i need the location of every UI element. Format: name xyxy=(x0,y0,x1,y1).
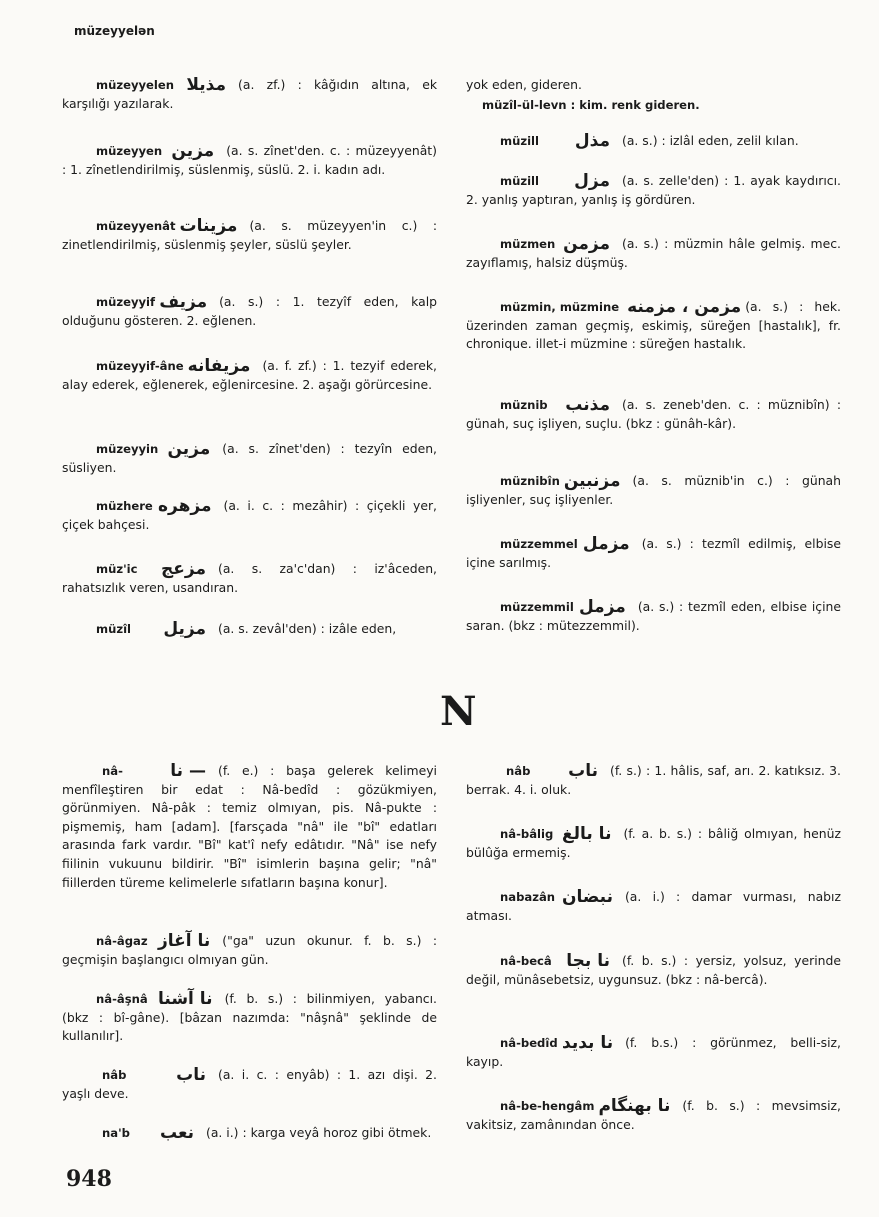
arabic-script: نا بالغ xyxy=(562,824,612,844)
headword: nâ-bedîd xyxy=(500,1036,558,1050)
arabic-script: ناب xyxy=(176,1065,206,1085)
entry xyxy=(466,598,841,635)
entry xyxy=(466,825,841,862)
arabic-script: مزین xyxy=(167,439,211,459)
subentry: müzîl-ül-levn : kim. renk gideren. xyxy=(482,98,700,112)
entry xyxy=(62,440,437,477)
running-head: müzeyyelən xyxy=(74,24,155,38)
definition: (a. zf.) : kâğıdın altına, ek karşılığı yazılarak. xyxy=(62,77,437,111)
headword: müzeyyin xyxy=(96,442,159,456)
arabic-script: مزل xyxy=(574,171,610,191)
arabic-script: نا بدید xyxy=(562,1033,614,1053)
headword: nâ- xyxy=(102,764,123,778)
headword: nâb xyxy=(506,764,531,778)
arabic-script: مزمل xyxy=(579,597,626,617)
arabic-script: مزین xyxy=(171,141,215,161)
definition: ("ga" uzun okunur. f. b. s.) : geçmişin başlangıcı olmıyan gün. xyxy=(62,933,437,967)
entry xyxy=(466,172,841,209)
page-number: 948 xyxy=(66,1166,112,1192)
arabic-script: مزعج xyxy=(161,559,206,579)
definition: (a. i. c. : mezâhir) : çiçekli yer, çiçek bahçesi. xyxy=(62,498,437,532)
entry xyxy=(62,620,437,639)
headword: müzmen xyxy=(500,237,556,251)
entry xyxy=(466,132,841,151)
headword: nabazân xyxy=(500,890,556,904)
entry xyxy=(62,497,437,534)
arabic-script: مزینات xyxy=(179,216,238,236)
headword: müzeyyif xyxy=(96,295,156,309)
headword: müzill xyxy=(500,174,540,188)
arabic-script: مزیف xyxy=(159,292,208,312)
headword: müz'ic xyxy=(96,562,138,576)
definition: (a. i.) : damar vurması, nabız atması. xyxy=(466,889,841,923)
definition: (a. i.) : karga veyâ horoz gibi ötmek. xyxy=(206,1125,432,1140)
entry xyxy=(62,1124,437,1143)
entry xyxy=(62,1066,437,1103)
headword: müznibîn xyxy=(500,474,560,488)
headword: nâ-âgaz xyxy=(96,934,148,948)
headword: nâ-âşnâ xyxy=(96,992,148,1006)
headword: müzill xyxy=(500,134,540,148)
entry xyxy=(466,535,841,572)
entry xyxy=(466,472,841,509)
entry xyxy=(62,762,437,892)
definition: (a. i. c. : enyâb) : 1. azı dişi. 2. yaşlı deve. xyxy=(62,1067,437,1101)
arabic-script: مزهره xyxy=(158,496,212,516)
continuation-text: yok eden, gideren. xyxy=(466,77,582,92)
arabic-script: نا بهنگام xyxy=(598,1096,671,1116)
entry xyxy=(466,396,841,433)
entry xyxy=(466,235,841,272)
headword: müznib xyxy=(500,398,548,412)
definition: (a. s. zelle'den) : 1. ayak kaydırıcı. 2. yanlış yaptıran, yanlış iş gördüren. xyxy=(466,173,841,207)
arabic-script: مزیل xyxy=(163,619,206,639)
headword: na'b xyxy=(102,1126,130,1140)
arabic-script: مذل xyxy=(574,131,610,151)
entry xyxy=(62,990,437,1046)
definition: (a. s. zînet'den. c. : müzeyyenât) : 1. zînetlendirilmiş, süslenmiş, süslü. 2. i. kadın adı. xyxy=(62,143,437,177)
entry xyxy=(62,142,437,179)
entry xyxy=(62,293,437,330)
definition: (a. s.) : hek. üzerinden zaman geçmiş, eskimiş, süreğen [hastalık], fr. chronique. illet-i müzmine : süreğen hastalık. xyxy=(466,299,841,352)
arabic-script: مزمن xyxy=(563,234,610,254)
definition: (f. s.) : 1. hâlis, saf, arı. 2. katıksız. 3. berrak. 4. i. oluk. xyxy=(466,763,841,797)
arabic-script: نعب xyxy=(160,1123,194,1143)
definition: (a. f. zf.) : 1. tezyif ederek, alay ederek, eğlenerek, eğlenircesine. 2. aşağı görürcesine. xyxy=(62,358,437,392)
headword: müzzemmel xyxy=(500,537,578,551)
definition: (f. a. b. s.) : bâliğ olmıyan, henüz bülûğa ermemiş. xyxy=(466,826,841,860)
entry xyxy=(466,952,841,989)
arabic-script: ناب xyxy=(568,761,598,781)
headword: müzîl xyxy=(96,622,132,636)
headword: müzzemmil xyxy=(500,600,574,614)
definition: (a. s.) : müzmin hâle gelmiş. mec. zayıflamış, halsiz düşmüş. xyxy=(466,236,841,270)
entry xyxy=(62,217,437,254)
entry xyxy=(62,357,437,394)
arabic-script: مزمل xyxy=(582,534,630,554)
definition: (a. s. zînet'den) : tezyîn eden, süsliyen. xyxy=(62,441,437,475)
definition: (a. s.) : tezmîl eden, elbise içine saran. (bkz : mütezzemmil). xyxy=(466,599,841,633)
definition: (f. b.s.) : görünmez, belli-siz, kayıp. xyxy=(466,1035,841,1069)
headword: müzhere xyxy=(96,499,153,513)
entry xyxy=(466,1097,841,1134)
entry xyxy=(62,76,437,113)
headword: nâ-be-hengâm xyxy=(500,1099,595,1113)
arabic-script: نا — xyxy=(170,761,206,781)
entry xyxy=(62,560,437,597)
definition: (a. s.) : 1. tezyîf eden, kalp olduğunu gösteren. 2. eğlenen. xyxy=(62,294,437,328)
definition: (f. b. s.) : bilinmiyen, yabancı. (bkz : bî-gâne). [bâzan nazımda: "nâşnâ" şeklinde de kullanılır]. xyxy=(62,991,437,1044)
headword: müzmin, müzmine xyxy=(500,300,620,314)
arabic-script: مذیلا xyxy=(186,75,227,95)
headword: müzeyyif-âne xyxy=(96,359,184,373)
definition: (f. e.) : başa gelerek kelimeyi menfîleştiren bir edat : Nâ-bedîd : gözükmiyen, görünmiyen. Nâ-pâk : temiz olmıyan, pis. Nâ-pukte : pişmemiş, ham [adam]. [farsçada "nâ" ile "bî" edatları arasında fark vardır. "Bî" kat'î nefy edâtıdır. "Nâ" ise nefy fiilinin vukuunu bildirir. "Bî" isimlerin başına gelir; "nâ" fiillerden türeme kelimelerle sıfatların başına konur]. xyxy=(62,763,437,890)
headword: müzeyyenât xyxy=(96,219,176,233)
arabic-script: مذنب xyxy=(565,395,610,415)
arabic-script: نا آشنا xyxy=(158,989,213,1009)
entry xyxy=(466,888,841,925)
entry xyxy=(466,762,841,799)
definition: (a. s. za'c'dan) : iz'âceden, rahatsızlık veren, usandıran. xyxy=(62,561,437,595)
section-letter: N xyxy=(440,688,476,735)
definition: (a. s. müznib'in c.) : günah işliyenler, suç işliyenler. xyxy=(466,473,841,507)
headword: müzeyyelen xyxy=(96,78,175,92)
entry xyxy=(466,298,841,354)
definition: (a. s.) : izlâl eden, zelil kılan. xyxy=(622,133,799,148)
arabic-script: نا آغاز xyxy=(158,931,211,951)
arabic-script: نا بجا xyxy=(566,951,610,971)
arabic-script: مزمن ، مزمنه xyxy=(627,297,742,317)
definition: (a. s. müzeyyen'in c.) : zinetlendirilmiş, süslenmiş şeyler, süslü şeyler. xyxy=(62,218,437,252)
headword: nâ-becâ xyxy=(500,954,552,968)
definition: (f. b. s.) : mevsimsiz, vakitsiz, zamânından önce. xyxy=(466,1098,841,1132)
definition: (f. b. s.) : yersiz, yolsuz, yerinde değil, münâsebetsiz, uygunsuz. (bkz : nâ-bercâ). xyxy=(466,953,841,987)
definition: (a. s. zevâl'den) : izâle eden, xyxy=(218,621,397,636)
headword: nâ-bâlig xyxy=(500,827,554,841)
headword: nâb xyxy=(102,1068,127,1082)
headword: müzeyyen xyxy=(96,144,163,158)
arabic-script: مزیفانه xyxy=(187,356,251,376)
definition: (a. s. zeneb'den. c. : müznibîn) : günah, suç işliyen, suçlu. (bkz : günâh-kâr). xyxy=(466,397,841,431)
arabic-script: مزنبین xyxy=(563,471,621,491)
entry xyxy=(62,932,437,969)
entry xyxy=(466,1034,841,1071)
arabic-script: نبضان xyxy=(562,887,613,907)
definition: (a. s.) : tezmîl edilmiş, elbise içine sarılmış. xyxy=(466,536,841,570)
